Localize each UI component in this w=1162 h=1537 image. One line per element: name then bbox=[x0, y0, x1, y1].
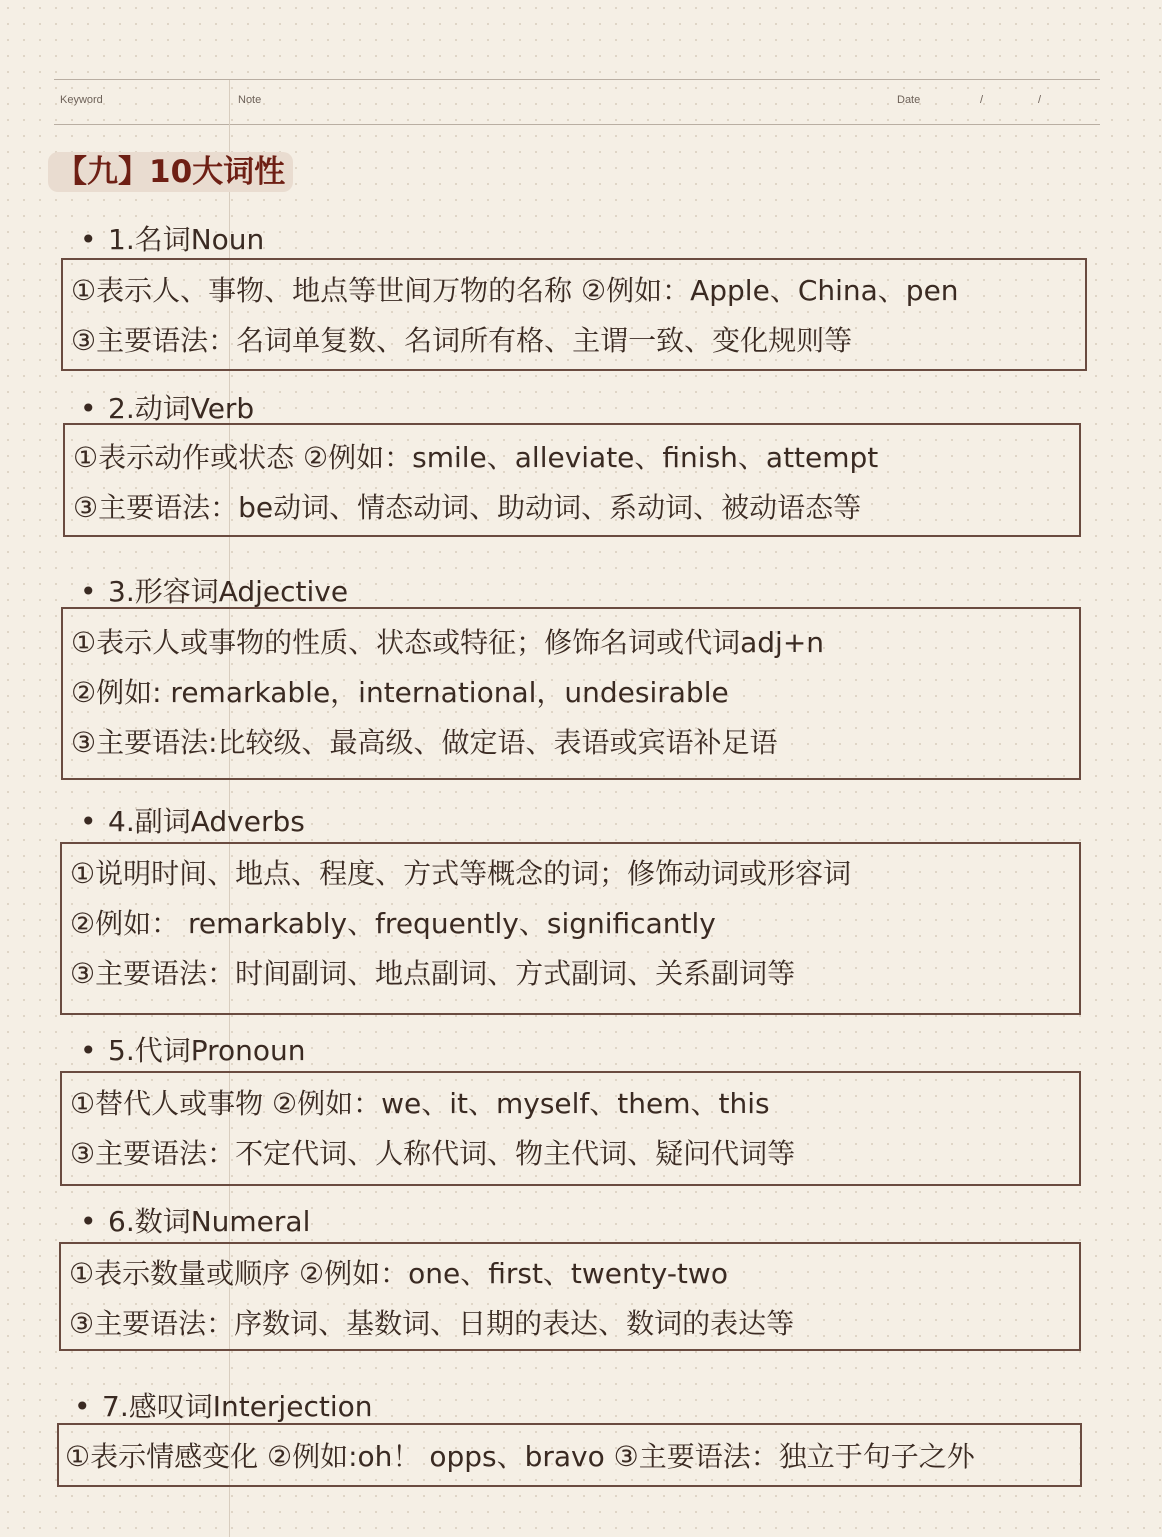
section-heading-text: 1.名词Noun bbox=[108, 223, 265, 256]
section-heading-text: 5.代词Pronoun bbox=[108, 1034, 306, 1067]
definition-box bbox=[63, 423, 1081, 537]
section-heading-text: 7.感叹词Interjection bbox=[102, 1390, 373, 1423]
bullet-icon: • bbox=[80, 223, 97, 256]
section-heading-text: 2.动词Verb bbox=[108, 392, 255, 425]
section-heading bbox=[80, 1029, 306, 1069]
definition-line: ③主要语法：名词单复数、名词所有格、主谓一致、变化规则等 bbox=[71, 324, 853, 357]
definition-line: ①表示情感变化 ②例如:oh！ opps、bravo ③主要语法：独立于句子之外 bbox=[65, 1440, 975, 1473]
note-label: Note bbox=[238, 94, 262, 106]
definition-line: ①替代人或事物 ②例如：we、it、myself、them、this bbox=[70, 1087, 770, 1120]
section-heading bbox=[80, 570, 348, 610]
definition-line: ①说明时间、地点、程度、方式等概念的词；修饰动词或形容词 bbox=[70, 857, 852, 890]
definition-line: ③主要语法：时间副词、地点副词、方式副词、关系副词等 bbox=[70, 957, 796, 990]
bullet-icon: • bbox=[80, 1205, 97, 1238]
page-title: 【九】10大词性 bbox=[48, 152, 293, 192]
definition-box bbox=[57, 1423, 1082, 1487]
section-heading-text: 4.副词Adverbs bbox=[108, 805, 305, 838]
keyword-label: Keyword bbox=[60, 94, 103, 106]
definition-line: ②例如: remarkable，international，undesirable bbox=[71, 676, 729, 709]
section-heading-text: 3.形容词Adjective bbox=[108, 575, 349, 608]
date-label: Date bbox=[897, 94, 921, 106]
section-heading bbox=[74, 1385, 372, 1425]
definition-line: ①表示人或事物的性质、状态或特征；修饰名词或代词adj+n bbox=[71, 626, 825, 659]
bullet-icon: • bbox=[74, 1390, 91, 1423]
section-heading-text: 6.数词Numeral bbox=[108, 1205, 311, 1238]
definition-box bbox=[61, 607, 1081, 780]
definition-line: ①表示数量或顺序 ②例如：one、first、twenty-two bbox=[69, 1257, 728, 1290]
definition-line: ①表示动作或状态 ②例如：smile、alleviate、finish、attempt bbox=[73, 441, 879, 474]
definition-box bbox=[59, 1242, 1081, 1351]
definition-box bbox=[60, 842, 1081, 1015]
date-slash: / bbox=[1038, 94, 1042, 106]
section-heading bbox=[80, 1200, 310, 1240]
definition-box bbox=[61, 258, 1087, 371]
definition-line: ③主要语法：be动词、情态动词、助动词、系动词、被动语态等 bbox=[73, 491, 862, 524]
bullet-icon: • bbox=[80, 1034, 97, 1067]
bullet-icon: • bbox=[80, 805, 97, 838]
definition-line: ②例如： remarkably、frequently、significantly bbox=[70, 907, 716, 940]
date-slash: / bbox=[980, 94, 984, 106]
definition-line: ①表示人、事物、地点等世间万物的名称 ②例如：Apple、China、pen bbox=[71, 274, 959, 307]
header-bottom-rule bbox=[54, 124, 1100, 125]
bullet-icon: • bbox=[80, 392, 97, 425]
section-heading bbox=[80, 218, 264, 258]
header-top-rule bbox=[54, 79, 1100, 80]
bullet-icon: • bbox=[80, 575, 97, 608]
definition-line: ③主要语法：序数词、基数词、日期的表达、数词的表达等 bbox=[69, 1307, 795, 1340]
definition-line: ③主要语法:比较级、最高级、做定语、表语或宾语补足语 bbox=[71, 726, 778, 759]
definition-line: ③主要语法：不定代词、人称代词、物主代词、疑问代词等 bbox=[70, 1137, 796, 1170]
section-heading bbox=[80, 387, 254, 427]
section-heading bbox=[80, 800, 305, 840]
definition-box bbox=[60, 1071, 1081, 1186]
